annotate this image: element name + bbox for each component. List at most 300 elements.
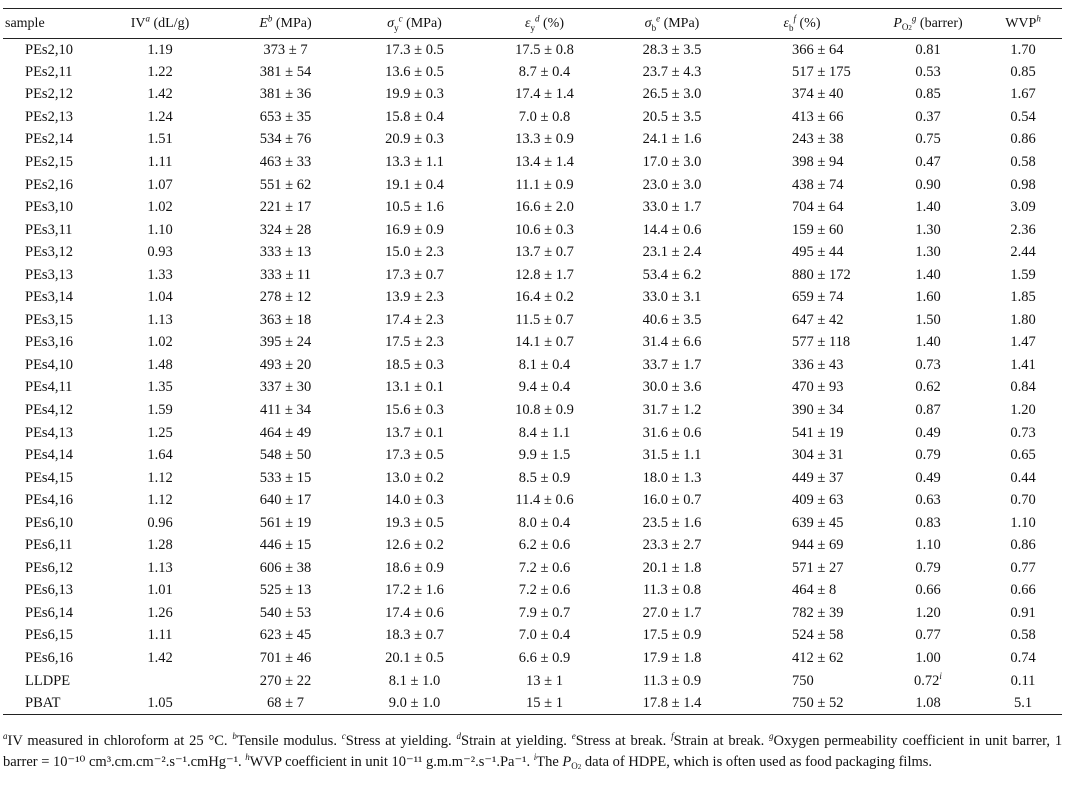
cell-break-stress: 17.8 ± 1.4 [612, 692, 732, 715]
table-row [3, 377, 1062, 400]
table-row [3, 219, 1062, 242]
cell-iv: 1.48 [147, 356, 173, 373]
cell-iv [101, 670, 219, 693]
cell-wvp: 1.70 [1010, 41, 1036, 58]
cell-sample: PEs6,12 [25, 559, 73, 576]
cell-break-strain: 517 ± 175 [792, 63, 851, 80]
cell-break-stress: 27.0 ± 1.7 [642, 604, 702, 621]
table-row [3, 602, 1062, 625]
cell-iv: 1.11 [147, 154, 173, 170]
cell-wvp: 0.65 [1010, 447, 1036, 464]
cell-yield-stress: 13.6 ± 0.5 [385, 63, 444, 80]
cell-break-stress: 11.3 ± 0.8 [642, 582, 702, 599]
cell-break-strain: 412 ± 62 [792, 650, 844, 667]
cell-yield-strain: 13.7 ± 0.7 [515, 244, 574, 261]
cell-yield-strain: 7.9 ± 0.7 [518, 604, 571, 621]
cell-modulus: 640 ± 17 [259, 492, 312, 509]
cell-iv: 0.96 [147, 514, 173, 531]
cell-break-stress: 24.1 ± 1.6 [642, 131, 702, 148]
cell-iv: 1.02 [147, 334, 173, 351]
header-break-stress: $\sigma_b^e$ (MPa) [612, 9, 732, 39]
cell-oxygen-permeability: 0.77 [915, 627, 941, 644]
cell-iv: 1.51 [147, 131, 173, 148]
footnote-c: $^c$Stress at yielding. [341, 731, 452, 749]
cell-iv: 1.22 [147, 63, 173, 80]
cell-yield-strain: 13.3 ± 0.9 [515, 131, 574, 148]
cell-oxygen-permeability: 1.40 [915, 199, 941, 216]
cell-yield-stress: 19.3 ± 0.5 [385, 514, 444, 531]
cell-wvp: 0.84 [1010, 379, 1036, 396]
cell-yield-stress: 17.3 ± 0.5 [385, 447, 444, 464]
cell-break-strain: 495 ± 44 [792, 244, 844, 261]
cell-modulus: 446 ± 15 [259, 537, 312, 554]
cell-break-stress: 18.0 ± 1.3 [642, 469, 702, 486]
cell-break-stress: 23.7 ± 4.3 [642, 63, 702, 80]
cell-oxygen-permeability: 0.79 [915, 559, 941, 576]
cell-yield-strain: 10.6 ± 0.3 [515, 221, 574, 238]
cell-yield-strain: 12.8 ± 1.7 [515, 266, 574, 283]
cell-break-stress: 31.4 ± 6.6 [642, 334, 702, 351]
cell-iv: 1.07 [147, 176, 173, 193]
cell-break-strain: 159 ± 60 [792, 221, 844, 238]
cell-break-strain: 647 ± 42 [792, 311, 844, 328]
cell-yield-strain: 6.6 ± 0.9 [518, 650, 571, 667]
cell-iv: 1.59 [147, 402, 173, 419]
cell-yield-strain: 10.8 ± 0.9 [515, 402, 574, 419]
cell-break-strain: 571 ± 27 [792, 559, 844, 576]
cell-oxygen-permeability: 1.30 [915, 244, 941, 261]
cell-break-stress: 23.5 ± 1.6 [642, 514, 702, 531]
table-row [3, 241, 1062, 264]
cell-oxygen-permeability: 1.10 [915, 537, 941, 554]
cell-yield-strain: 7.0 ± 0.8 [518, 108, 571, 125]
table-row [3, 557, 1062, 580]
cell-yield-strain: 11.4 ± 0.6 [515, 492, 574, 509]
cell-sample: PEs3,14 [25, 289, 73, 306]
cell-wvp: 0.85 [1010, 63, 1036, 80]
cell-iv: 1.33 [147, 266, 173, 283]
cell-break-stress: 17.9 ± 1.8 [642, 650, 702, 667]
cell-yield-strain: 7.2 ± 0.6 [518, 582, 571, 599]
cell-yield-stress: 18.5 ± 0.3 [385, 356, 444, 373]
cell-sample: PEs4,14 [25, 447, 73, 464]
header-yield-strain: $\varepsilon_y^d$ (%) [477, 9, 612, 39]
cell-wvp: 0.58 [1010, 154, 1036, 170]
cell-wvp: 2.36 [1010, 221, 1036, 238]
cell-break-strain: 374 ± 40 [792, 86, 844, 103]
cell-oxygen-permeability: 0.79 [915, 447, 941, 464]
cell-modulus: 337 ± 30 [259, 379, 312, 396]
cell-iv: 1.02 [147, 199, 173, 216]
cell-break-strain: 782 ± 39 [792, 604, 844, 621]
cell-sample: PEs2,13 [25, 108, 73, 125]
cell-yield-stress: 15.8 ± 0.4 [385, 108, 444, 125]
header-yield-stress: $\sigma_y^c$ (MPa) [352, 9, 477, 39]
cell-oxygen-permeability: 0.81 [915, 41, 941, 58]
cell-yield-strain: 8.0 ± 0.4 [518, 514, 571, 531]
cell-break-strain: 639 ± 45 [792, 514, 844, 531]
cell-yield-strain: 13 ± 1 [526, 672, 563, 689]
cell-yield-strain: 16.6 ± 2.0 [515, 199, 574, 216]
cell-break-strain: 390 ± 34 [792, 402, 844, 419]
table-row [3, 84, 1062, 107]
cell-sample: PEs2,10 [25, 41, 73, 58]
cell-sample: PEs3,10 [25, 199, 73, 216]
cell-wvp: 1.85 [1010, 289, 1036, 306]
header-modulus: $E^b$ (MPa) [219, 9, 352, 39]
cell-break-stress: 16.0 ± 0.7 [642, 492, 702, 509]
header-break-strain: $\varepsilon_b^f$ (%) [732, 9, 872, 39]
cell-modulus: 221 ± 17 [259, 199, 312, 216]
cell-wvp: 0.73 [1010, 424, 1036, 441]
cell-break-strain: 304 ± 31 [792, 447, 844, 464]
cell-modulus: 551 ± 62 [259, 176, 312, 193]
cell-sample: PEs4,12 [25, 402, 73, 419]
cell-iv: 1.05 [101, 692, 219, 715]
cell-yield-stress: 17.5 ± 2.3 [385, 334, 444, 351]
cell-iv: 1.24 [147, 108, 173, 125]
cell-modulus: 464 ± 49 [259, 424, 312, 441]
cell-modulus: 463 ± 33 [259, 154, 312, 170]
header-iv: $IV^a$ (dL/g) [101, 9, 219, 39]
cell-break-strain: 336 ± 43 [792, 356, 844, 373]
cell-yield-strain: 16.4 ± 0.2 [515, 289, 574, 306]
footnote-f: $^f$Strain at break. [671, 731, 765, 749]
cell-oxygen-permeability: 1.08 [872, 692, 984, 715]
cell-oxygen-permeability: 1.20 [915, 604, 941, 621]
cell-yield-strain: 17.5 ± 0.8 [515, 41, 574, 58]
cell-break-stress: 33.0 ± 3.1 [642, 289, 702, 306]
cell-iv: 1.04 [147, 289, 173, 306]
cell-yield-stress: 17.2 ± 1.6 [385, 582, 444, 599]
cell-sample: PEs3,12 [25, 244, 73, 261]
cell-modulus: 333 ± 11 [260, 266, 311, 283]
cell-yield-strain: 6.2 ± 0.6 [518, 537, 571, 554]
cell-wvp: 0.58 [1010, 627, 1036, 644]
cell-modulus: 540 ± 53 [259, 604, 312, 621]
cell-iv: 1.26 [147, 604, 173, 621]
footnote-h: $^h$WVP coefficient in unit 10⁻¹¹ g.m.m⁻².s⁻¹.Pa⁻¹. [245, 751, 531, 770]
cell-break-strain: 944 ± 69 [792, 537, 844, 554]
cell-modulus: 411 ± 34 [260, 402, 311, 419]
cell-oxygen-permeability: 0.75 [915, 131, 941, 148]
cell-oxygen-permeability: 0.73 [915, 356, 941, 373]
cell-sample: PEs6,15 [25, 627, 73, 644]
cell-yield-strain: 8.4 ± 1.1 [518, 424, 571, 441]
table-row [3, 264, 1062, 287]
cell-oxygen-permeability: 0.85 [915, 86, 941, 103]
cell-yield-stress: 20.9 ± 0.3 [385, 131, 444, 148]
cell-wvp: 0.66 [1010, 582, 1036, 599]
table-row [3, 422, 1062, 445]
footnote-i: $^i$The $P_{O2}$ data of HDPE, which is often used as food packaging films. [533, 751, 933, 772]
cell-yield-stress: 19.1 ± 0.4 [385, 176, 444, 193]
cell-iv: 1.13 [147, 559, 173, 576]
cell-yield-strain: 9.4 ± 0.4 [518, 379, 571, 396]
cell-sample: PEs3,13 [25, 266, 73, 283]
cell-yield-stress: 17.4 ± 2.3 [385, 311, 444, 328]
table-footnotes [3, 731, 1062, 772]
cell-wvp: 2.44 [1010, 244, 1036, 261]
cell-sample: PEs6,14 [25, 604, 73, 621]
cell-sample: PEs4,11 [25, 379, 73, 396]
cell-break-strain: 470 ± 93 [792, 379, 844, 396]
table-row [3, 61, 1062, 84]
cell-iv: 1.11 [147, 627, 173, 644]
cell-wvp: 0.74 [1010, 650, 1036, 667]
cell-break-strain: 449 ± 37 [792, 469, 844, 486]
cell-break-stress: 40.6 ± 3.5 [642, 311, 702, 328]
cell-wvp: 0.98 [1010, 176, 1036, 193]
cell-yield-strain: 7.2 ± 0.6 [518, 559, 571, 576]
table-row [3, 354, 1062, 377]
cell-oxygen-permeability: 0.49 [915, 424, 941, 441]
cell-break-stress: 20.1 ± 1.8 [642, 559, 702, 576]
cell-yield-stress: 17.4 ± 0.6 [385, 604, 444, 621]
footnote-g: $^g$Oxygen permeability coefficient in unit barrer, 1 barrer = 10⁻¹⁰ cm³.cm.cm⁻².s⁻¹.cmHg⁻¹. [3, 731, 1063, 770]
table-row [3, 287, 1062, 310]
cell-sample: PEs4,13 [25, 424, 73, 441]
table-row [3, 309, 1062, 332]
cell-sample: PEs3,16 [25, 334, 73, 351]
cell-oxygen-permeability: 1.30 [915, 221, 941, 238]
table-row [3, 151, 1062, 174]
cell-modulus: 270 ± 22 [259, 672, 312, 689]
cell-break-strain: 243 ± 38 [792, 131, 844, 148]
cell-yield-stress: 18.3 ± 0.7 [385, 627, 444, 644]
cell-break-strain: 524 ± 58 [792, 627, 844, 644]
cell-break-stress: 23.0 ± 3.0 [642, 176, 702, 193]
cell-wvp: 0.91 [1010, 604, 1036, 621]
cell-yield-stress: 13.3 ± 1.1 [385, 154, 444, 170]
cell-wvp: 0.54 [1010, 108, 1036, 125]
cell-modulus: 525 ± 13 [259, 582, 312, 599]
cell-wvp: 0.77 [1010, 559, 1036, 576]
cell-modulus: 606 ± 38 [259, 559, 312, 576]
cell-break-strain: 438 ± 74 [792, 176, 844, 193]
cell-wvp: 0.11 [1010, 672, 1036, 689]
cell-modulus: 548 ± 50 [259, 447, 312, 464]
cell-wvp: 1.20 [1010, 402, 1036, 419]
cell-wvp: 0.44 [1010, 469, 1036, 486]
cell-iv: 1.12 [147, 469, 173, 486]
header-wvp: WVP$^h$ [984, 9, 1062, 39]
table-row [3, 647, 1062, 670]
table-row [3, 196, 1062, 219]
table-body [3, 39, 1062, 715]
cell-break-stress: 17.5 ± 0.9 [642, 627, 702, 644]
cell-sample: PEs2,12 [25, 86, 73, 103]
cell-wvp: 5.1 [984, 692, 1062, 715]
table-row [3, 444, 1062, 467]
cell-yield-strain: 7.0 ± 0.4 [518, 627, 571, 644]
cell-break-strain: 577 ± 118 [792, 334, 851, 351]
cell-iv: 1.19 [147, 41, 173, 58]
cell-iv: 1.13 [147, 311, 173, 328]
cell-modulus: 534 ± 76 [259, 131, 312, 148]
cell-oxygen-permeability: 0.72$^i$ [914, 670, 942, 689]
table-row [3, 670, 1062, 693]
table-row [3, 106, 1062, 129]
cell-yield-stress: 13.1 ± 0.1 [385, 379, 444, 396]
cell-break-strain: 750 ± 52 [732, 692, 872, 715]
table-row [3, 399, 1062, 422]
cell-break-stress: 31.5 ± 1.1 [642, 447, 702, 464]
cell-iv: 1.25 [147, 424, 173, 441]
cell-break-stress: 20.5 ± 3.5 [642, 108, 702, 125]
cell-iv: 1.42 [147, 650, 173, 667]
header-oxygen-permeability: $P_{O2}^g$ (barrer) [872, 9, 984, 39]
cell-yield-stress: 13.9 ± 2.3 [385, 289, 444, 306]
cell-oxygen-permeability: 1.40 [915, 334, 941, 351]
cell-break-strain: 366 ± 64 [792, 41, 844, 58]
cell-break-stress: 53.4 ± 6.2 [642, 266, 702, 283]
cell-wvp: 1.10 [1010, 514, 1036, 531]
table-row [3, 512, 1062, 535]
cell-oxygen-permeability: 1.40 [915, 266, 941, 283]
table-row [3, 39, 1062, 62]
header-sample: sample [3, 9, 101, 39]
cell-yield-strain: 14.1 ± 0.7 [515, 334, 574, 351]
cell-oxygen-permeability: 0.62 [915, 379, 941, 396]
table-row [3, 625, 1062, 648]
cell-modulus: 533 ± 15 [259, 469, 312, 486]
cell-sample: PEs2,15 [25, 154, 73, 170]
cell-yield-stress: 9.0 ± 1.0 [352, 692, 477, 715]
cell-modulus: 333 ± 13 [259, 244, 312, 261]
cell-sample: PEs6,13 [25, 582, 73, 599]
cell-modulus: 381 ± 54 [259, 63, 312, 80]
cell-modulus: 653 ± 35 [259, 108, 312, 125]
cell-oxygen-permeability: 0.53 [915, 63, 941, 80]
cell-break-stress: 31.6 ± 0.6 [642, 424, 702, 441]
cell-sample: PEs6,16 [25, 650, 73, 667]
cell-sample: PEs6,10 [25, 514, 73, 531]
data-table [3, 8, 1062, 715]
cell-iv: 1.35 [147, 379, 173, 396]
cell-break-stress: 23.1 ± 2.4 [642, 244, 702, 261]
cell-oxygen-permeability: 0.47 [915, 154, 941, 170]
cell-wvp: 1.80 [1010, 311, 1036, 328]
cell-break-strain: 398 ± 94 [792, 154, 844, 170]
cell-break-stress: 11.3 ± 0.9 [642, 672, 702, 689]
cell-oxygen-permeability: 0.63 [915, 492, 941, 509]
cell-break-stress: 30.0 ± 3.6 [642, 379, 702, 396]
cell-iv: 1.28 [147, 537, 173, 554]
cell-yield-stress: 19.9 ± 0.3 [385, 86, 444, 103]
cell-yield-strain: 11.1 ± 0.9 [515, 176, 574, 193]
table-row [3, 332, 1062, 355]
cell-iv: 1.42 [147, 86, 173, 103]
cell-yield-strain: 9.9 ± 1.5 [518, 447, 571, 464]
cell-oxygen-permeability: 1.60 [915, 289, 941, 306]
cell-sample: PEs4,16 [25, 492, 73, 509]
table-row [3, 174, 1062, 197]
cell-break-stress: 23.3 ± 2.7 [642, 537, 702, 554]
cell-modulus: 373 ± 7 [263, 41, 308, 58]
cell-yield-stress: 13.0 ± 0.2 [385, 469, 444, 486]
cell-sample: PEs2,11 [25, 63, 73, 80]
cell-sample: PEs4,15 [25, 469, 73, 486]
cell-yield-stress: 17.3 ± 0.5 [385, 41, 444, 58]
cell-modulus: 324 ± 28 [259, 221, 312, 238]
cell-yield-stress: 16.9 ± 0.9 [385, 221, 444, 238]
table-row [3, 129, 1062, 152]
cell-yield-strain: 8.5 ± 0.9 [518, 469, 571, 486]
cell-yield-stress: 15.0 ± 2.3 [385, 244, 444, 261]
cell-oxygen-permeability: 0.37 [915, 108, 941, 125]
cell-break-stress: 31.7 ± 1.2 [642, 402, 702, 419]
cell-break-stress: 33.0 ± 1.7 [642, 199, 702, 216]
cell-break-strain: 704 ± 64 [792, 199, 844, 216]
cell-oxygen-permeability: 0.83 [915, 514, 941, 531]
cell-yield-stress: 13.7 ± 0.1 [385, 424, 444, 441]
cell-sample: LLDPE [25, 672, 71, 689]
cell-yield-stress: 8.1 ± 1.0 [388, 672, 441, 689]
cell-sample: PEs6,11 [25, 537, 73, 554]
cell-yield-strain: 17.4 ± 1.4 [515, 86, 574, 103]
cell-break-strain: 541 ± 19 [792, 424, 844, 441]
cell-modulus: 493 ± 20 [259, 356, 312, 373]
cell-iv: 1.12 [147, 492, 173, 509]
cell-break-strain: 659 ± 74 [792, 289, 844, 306]
cell-oxygen-permeability: 1.00 [915, 650, 941, 667]
cell-yield-strain: 8.1 ± 0.4 [518, 356, 571, 373]
cell-modulus: 395 ± 24 [259, 334, 312, 351]
cell-sample: PEs4,10 [25, 356, 73, 373]
cell-modulus: 561 ± 19 [259, 514, 312, 531]
cell-wvp: 0.86 [1010, 131, 1036, 148]
cell-yield-stress: 15.6 ± 0.3 [385, 402, 444, 419]
cell-oxygen-permeability: 0.66 [915, 582, 941, 599]
cell-sample: PEs3,15 [25, 311, 73, 328]
cell-modulus: 701 ± 46 [259, 650, 312, 667]
cell-wvp: 1.47 [1010, 334, 1036, 351]
cell-modulus: 381 ± 36 [259, 86, 312, 103]
cell-break-stress: 26.5 ± 3.0 [642, 86, 702, 103]
cell-yield-stress: 20.1 ± 0.5 [385, 650, 444, 667]
cell-yield-stress: 10.5 ± 1.6 [385, 199, 444, 216]
cell-wvp: 1.67 [1010, 86, 1036, 103]
cell-iv: 0.93 [147, 244, 173, 261]
cell-wvp: 1.59 [1010, 266, 1036, 283]
footnote-e: $^e$Stress at break. [571, 731, 667, 749]
footnote-b: $^b$Tensile modulus. [232, 731, 337, 749]
cell-wvp: 0.70 [1010, 492, 1036, 509]
cell-sample: PBAT [3, 692, 101, 715]
table-row [3, 535, 1062, 558]
table-row [3, 580, 1062, 603]
cell-iv: 1.10 [147, 221, 173, 238]
cell-break-strain: 750 [792, 672, 814, 689]
cell-yield-strain: 8.7 ± 0.4 [518, 63, 571, 80]
cell-oxygen-permeability: 1.50 [915, 311, 941, 328]
cell-break-stress: 33.7 ± 1.7 [642, 356, 702, 373]
cell-break-stress: 14.4 ± 0.6 [642, 221, 702, 238]
cell-break-strain: 413 ± 66 [792, 108, 844, 125]
cell-yield-stress: 12.6 ± 0.2 [385, 537, 444, 554]
footnote-d: $^d$Strain at yielding. [456, 731, 567, 749]
cell-sample: PEs3,11 [25, 221, 73, 238]
cell-break-strain: 880 ± 172 [792, 266, 851, 283]
table-row [3, 489, 1062, 512]
cell-modulus: 363 ± 18 [259, 311, 312, 328]
cell-break-stress: 28.3 ± 3.5 [642, 41, 702, 58]
cell-yield-stress: 18.6 ± 0.9 [385, 559, 444, 576]
cell-modulus: 278 ± 12 [259, 289, 312, 306]
header-row [3, 9, 1062, 39]
footnote-a: $^a$IV measured in chloroform at 25 °C. [3, 731, 228, 749]
